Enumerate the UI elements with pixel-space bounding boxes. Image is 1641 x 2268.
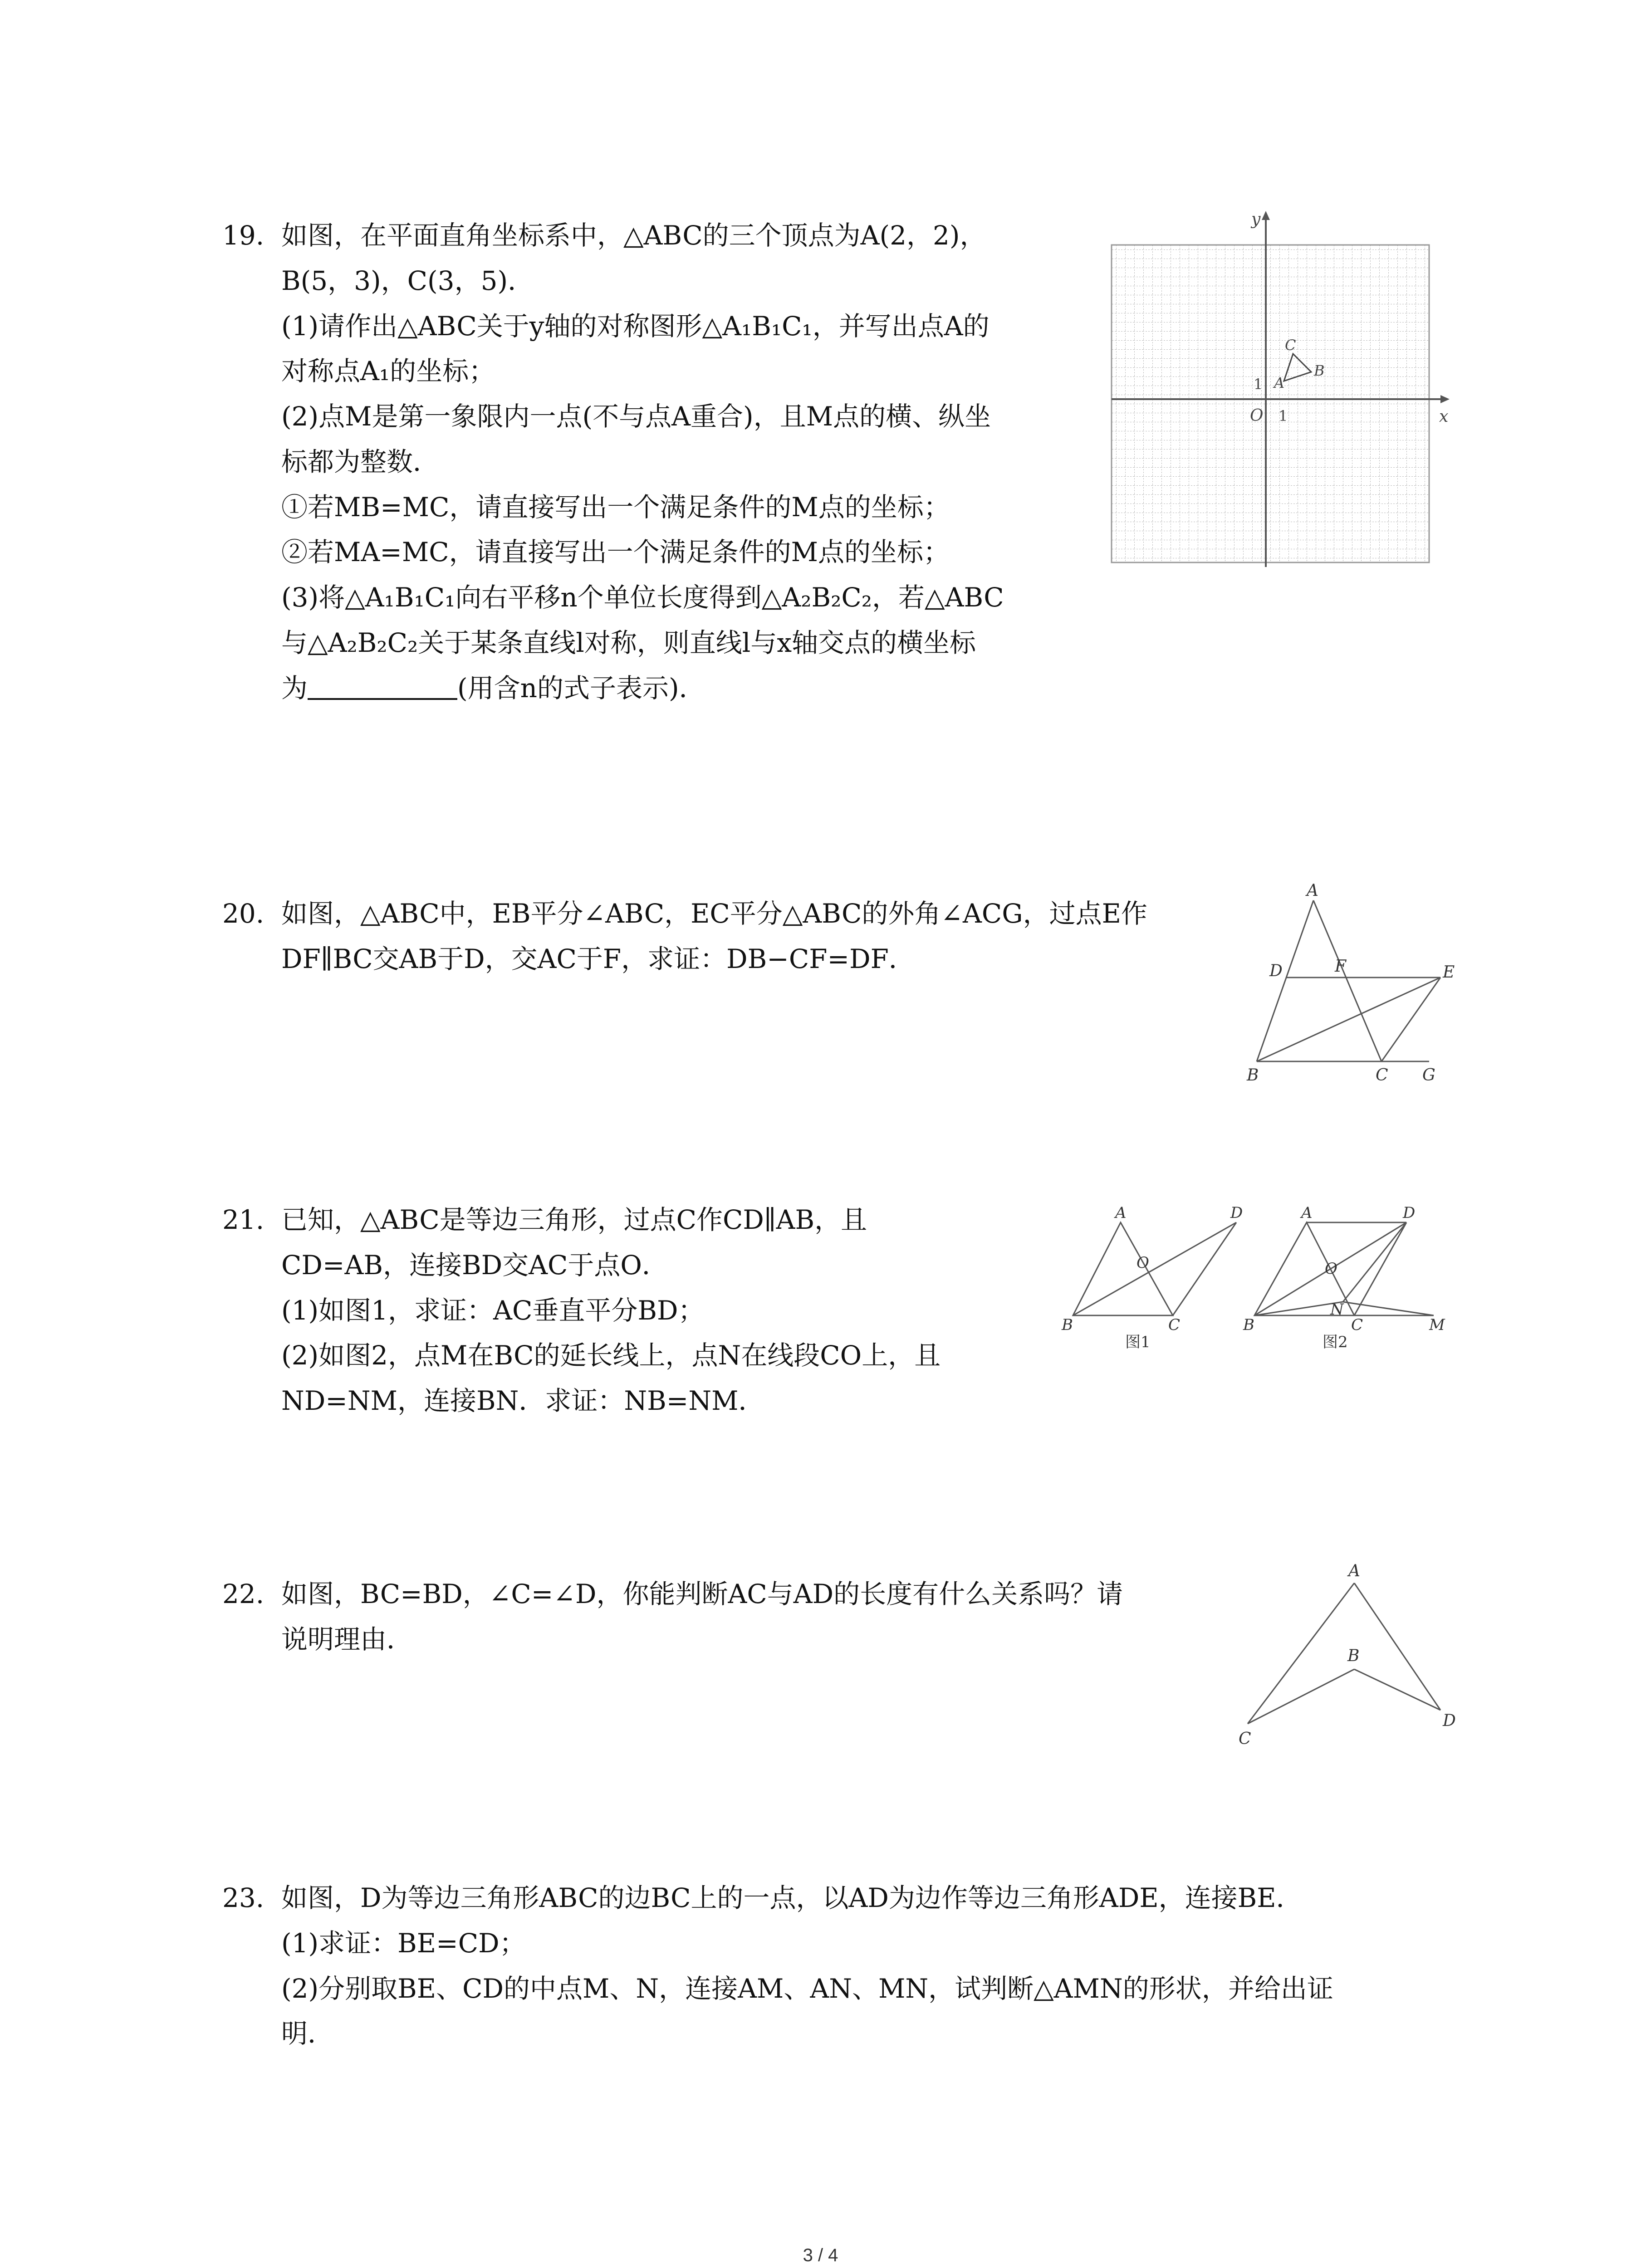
- question-text-line: (2)分别取BE、CD的中点M、N，连接AM、AN、MN，试判断△AMN的形状，并给出证: [281, 1973, 1333, 2004]
- point-a-label: A: [1307, 881, 1318, 900]
- angle-bisector-figure: [1239, 875, 1461, 1084]
- point-n-label: N: [1330, 1300, 1344, 1319]
- question-number: 22.: [222, 1579, 265, 1609]
- answer-prefix: 为: [281, 672, 308, 704]
- point-c-label: C: [1351, 1316, 1363, 1334]
- x-axis-label: x: [1439, 407, 1449, 426]
- point-g-label: G: [1422, 1066, 1435, 1084]
- question-text-line: (3)将△A₁B₁C₁向右平移n个单位长度得到△A₂B₂C₂，若△ABC: [281, 582, 1004, 613]
- question-text-line: 标都为整数．: [281, 446, 440, 477]
- point-b-label: B: [1314, 362, 1325, 379]
- question-text-line: (2)点M是第一象限内一点(不与点A重合)，且M点的横、纵坐: [281, 401, 991, 432]
- question-text-line: ②若MA=MC，请直接写出一个满足条件的M点的坐标；: [281, 537, 950, 568]
- question-text-line: (1)求证：BE=CD；: [281, 1927, 526, 1959]
- question-text-line: 如图，在平面直角坐标系中，△ABC的三个顶点为A(2，2)，: [281, 220, 986, 251]
- question-21: [222, 1198, 941, 1424]
- point-a-label: A: [1274, 374, 1285, 391]
- point-d-label: D: [1403, 1204, 1416, 1222]
- question-number: 20.: [222, 898, 265, 929]
- question-19: [222, 213, 1004, 711]
- page-number: 3 / 4: [803, 2245, 838, 2265]
- point-o-label: O: [1325, 1260, 1337, 1278]
- x-axis-arrow-icon: [1440, 395, 1450, 403]
- unit-label-y: 1: [1254, 376, 1263, 393]
- point-b-label: B: [1062, 1316, 1073, 1334]
- point-c-label: C: [1285, 337, 1296, 354]
- point-c-label: C: [1376, 1066, 1388, 1084]
- question-23: [222, 1876, 1333, 2057]
- answer-suffix: (用含n的式子表示)．: [457, 672, 705, 704]
- point-f-label: F: [1335, 957, 1346, 976]
- y-axis-label: y: [1251, 210, 1261, 229]
- question-text-line: ND=NM，连接BN．求证：NB=NM．: [281, 1385, 765, 1416]
- question-text-line: 明．: [281, 2018, 334, 2049]
- point-c-label: C: [1168, 1316, 1181, 1334]
- figure-caption: 图1: [1125, 1333, 1151, 1351]
- point-b-label: B: [1247, 1066, 1259, 1084]
- point-a-label: A: [1115, 1204, 1127, 1222]
- question-20: [222, 891, 1147, 982]
- point-m-label: M: [1429, 1316, 1445, 1334]
- point-b-label: B: [1243, 1316, 1254, 1334]
- y-axis-arrow-icon: [1262, 211, 1270, 220]
- coordinate-grid-figure: [1107, 204, 1452, 581]
- question-text-line: ①若MB=MC，请直接写出一个满足条件的M点的坐标；: [281, 491, 950, 523]
- question-text-line: B(5，3)，C(3，5)．: [281, 265, 534, 296]
- question-text-line: (1)请作出△ABC关于y轴的对称图形△A₁B₁C₁，并写出点A的: [281, 310, 989, 342]
- question-number: 21.: [222, 1204, 265, 1235]
- answer-blank[interactable]: [308, 672, 457, 700]
- point-d-label: D: [1230, 1204, 1243, 1222]
- question-number: 19.: [222, 220, 265, 251]
- question-text-line: 已知，△ABC是等边三角形，过点C作CD∥AB，且: [281, 1204, 867, 1235]
- point-e-label: E: [1443, 963, 1455, 982]
- point-d-label: D: [1269, 962, 1283, 980]
- point-c-label: C: [1239, 1730, 1251, 1748]
- point-a-label: A: [1348, 1562, 1360, 1580]
- figure-2: [1234, 1198, 1461, 1352]
- arrowhead-figure: [1225, 1556, 1470, 1755]
- question-text-line: 如图，BC=BD，∠C=∠D，你能判断AC与AD的长度有什么关系吗？请: [281, 1579, 1123, 1609]
- origin-label: O: [1250, 406, 1264, 425]
- point-o-label: O: [1136, 1254, 1149, 1272]
- question-text-line: 对称点A₁的坐标；: [281, 356, 495, 387]
- question-text-line: 与△A₂B₂C₂关于某条直线l对称，则直线l与x轴交点的横坐标: [281, 627, 976, 658]
- question-text-line: 说明理由．: [281, 1623, 413, 1655]
- figure-1: [1053, 1198, 1252, 1352]
- question-text-line: DF∥BC交AB于D，交AC于F，求证：DB−CF=DF．: [281, 943, 915, 974]
- question-number: 23.: [222, 1882, 265, 1913]
- point-d-label: D: [1443, 1711, 1456, 1730]
- question-22: [222, 1572, 1123, 1662]
- grid-area: [1112, 245, 1429, 562]
- point-b-label: B: [1347, 1647, 1360, 1665]
- figure-caption: 图2: [1323, 1333, 1348, 1351]
- unit-label-x: 1: [1279, 407, 1288, 425]
- question-text-line: (2)如图2，点M在BC的延长线上，点N在线段CO上，且: [281, 1340, 941, 1371]
- point-a-label: A: [1301, 1204, 1313, 1222]
- question-text-line: 如图，△ABC中，EB平分∠ABC，EC平分△ABC的外角∠ACG，过点E作: [281, 898, 1147, 929]
- question-text-line: [281, 666, 1004, 711]
- question-text-line: 如图，D为等边三角形ABC的边BC上的一点，以AD为边作等边三角形ADE，连接BE．: [281, 1882, 1303, 1913]
- question-text-line: CD=AB，连接BD交AC于点O．: [281, 1249, 668, 1281]
- question-text-line: (1)如图1，求证：AC垂直平分BD；: [281, 1295, 705, 1326]
